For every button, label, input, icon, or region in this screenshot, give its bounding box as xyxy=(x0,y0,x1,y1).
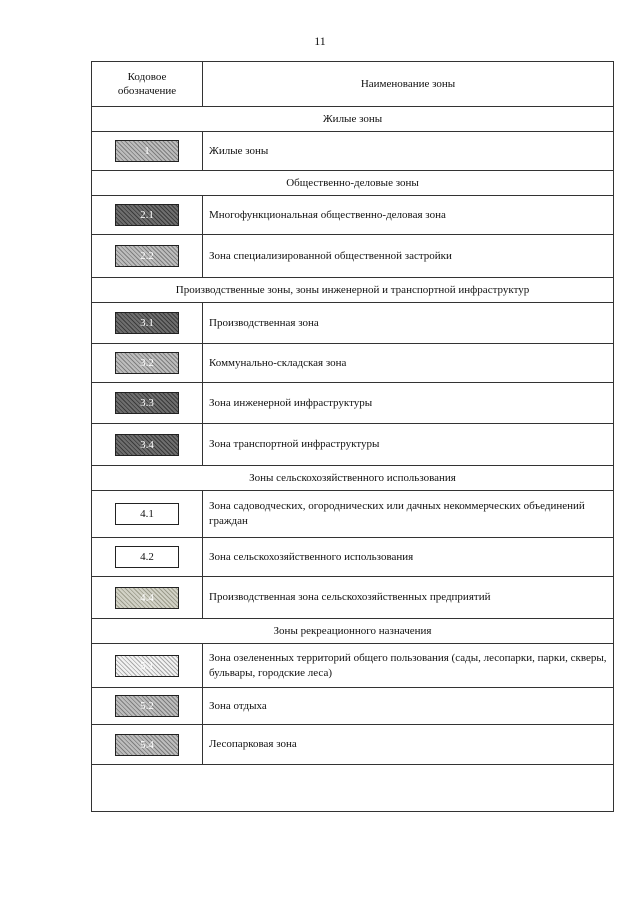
zone-color-swatch: 5.4 xyxy=(115,734,179,756)
section-header-row xyxy=(92,619,614,644)
zone-code-cell xyxy=(92,383,203,424)
zone-name: Зона сельскохозяйственного использования xyxy=(203,538,614,577)
zone-name: Жилые зоны xyxy=(203,132,614,171)
zone-name: Зона специализированной общественной застройки xyxy=(203,235,614,278)
zone-code-cell xyxy=(92,235,203,278)
zone-color-swatch: 2.1 xyxy=(115,204,179,226)
zone-code-cell xyxy=(92,132,203,171)
zone-code-cell xyxy=(92,644,203,688)
zone-row xyxy=(92,344,614,383)
zone-name: Зона транспортной инфраструктуры xyxy=(203,424,614,466)
zone-color-swatch: 2.2 xyxy=(115,245,179,267)
zone-row xyxy=(92,235,614,278)
zone-name: Зона инженерной инфраструктуры xyxy=(203,383,614,424)
zone-color-swatch: 5.1 xyxy=(115,655,179,677)
zone-code-cell xyxy=(92,725,203,765)
zone-name: Лесопарковая зона xyxy=(203,725,614,765)
zone-row xyxy=(92,303,614,344)
zone-row xyxy=(92,577,614,619)
zone-name: Производственная зона xyxy=(203,303,614,344)
section-header-row xyxy=(92,107,614,132)
section-header-row xyxy=(92,466,614,491)
header-name-column: Наименование зоны xyxy=(203,62,614,107)
table-header-row xyxy=(92,62,614,107)
zone-color-swatch: 3.4 xyxy=(115,434,179,456)
zone-name: Зона садоводческих, огороднических или дачных некоммерческих объединений граждан xyxy=(203,491,614,538)
zone-code-cell xyxy=(92,538,203,577)
zone-code-cell xyxy=(92,303,203,344)
zone-code-cell xyxy=(92,344,203,383)
zone-color-swatch: 3.1 xyxy=(115,312,179,334)
zone-code-cell xyxy=(92,424,203,466)
zone-color-swatch: 3.2 xyxy=(115,352,179,374)
section-title: Зоны рекреационного назначения xyxy=(92,619,614,644)
zone-name: Зона озелененных территорий общего пользования (сады, лесопарки, парки, скверы, бульвары, городские леса) xyxy=(203,644,614,688)
zone-row xyxy=(92,725,614,765)
zone-color-swatch: 4.2 xyxy=(115,546,179,568)
zone-name: Зона отдыха xyxy=(203,688,614,725)
header-code-column: Кодовое обозначение xyxy=(92,62,203,107)
zones-table xyxy=(91,61,614,812)
zone-name: Коммунально-складская зона xyxy=(203,344,614,383)
zone-row xyxy=(92,688,614,725)
zone-row xyxy=(92,383,614,424)
section-title: Производственные зоны, зоны инженерной и транспортной инфраструктур xyxy=(92,278,614,303)
empty-cell xyxy=(92,765,614,812)
zone-name: Многофункциональная общественно-деловая зона xyxy=(203,196,614,235)
zones-table-body xyxy=(92,62,614,812)
zone-code-cell xyxy=(92,491,203,538)
section-title: Общественно-деловые зоны xyxy=(92,171,614,196)
zone-row xyxy=(92,132,614,171)
zone-color-swatch: 4.4 xyxy=(115,587,179,609)
zone-row xyxy=(92,196,614,235)
section-header-row xyxy=(92,171,614,196)
section-title: Жилые зоны xyxy=(92,107,614,132)
zone-color-swatch: 4.1 xyxy=(115,503,179,525)
page-number: 11 xyxy=(314,34,326,48)
zone-color-swatch: 5.2 xyxy=(115,695,179,717)
zone-row xyxy=(92,644,614,688)
zone-color-swatch: 3.3 xyxy=(115,392,179,414)
empty-row xyxy=(92,765,614,812)
zone-code-cell xyxy=(92,577,203,619)
zone-name: Производственная зона сельскохозяйственных предприятий xyxy=(203,577,614,619)
zone-code-cell xyxy=(92,196,203,235)
section-header-row xyxy=(92,278,614,303)
zone-row xyxy=(92,491,614,538)
zone-row xyxy=(92,424,614,466)
zone-color-swatch: 1 xyxy=(115,140,179,162)
zone-row xyxy=(92,538,614,577)
section-title: Зоны сельскохозяйственного использования xyxy=(92,466,614,491)
zone-code-cell xyxy=(92,688,203,725)
